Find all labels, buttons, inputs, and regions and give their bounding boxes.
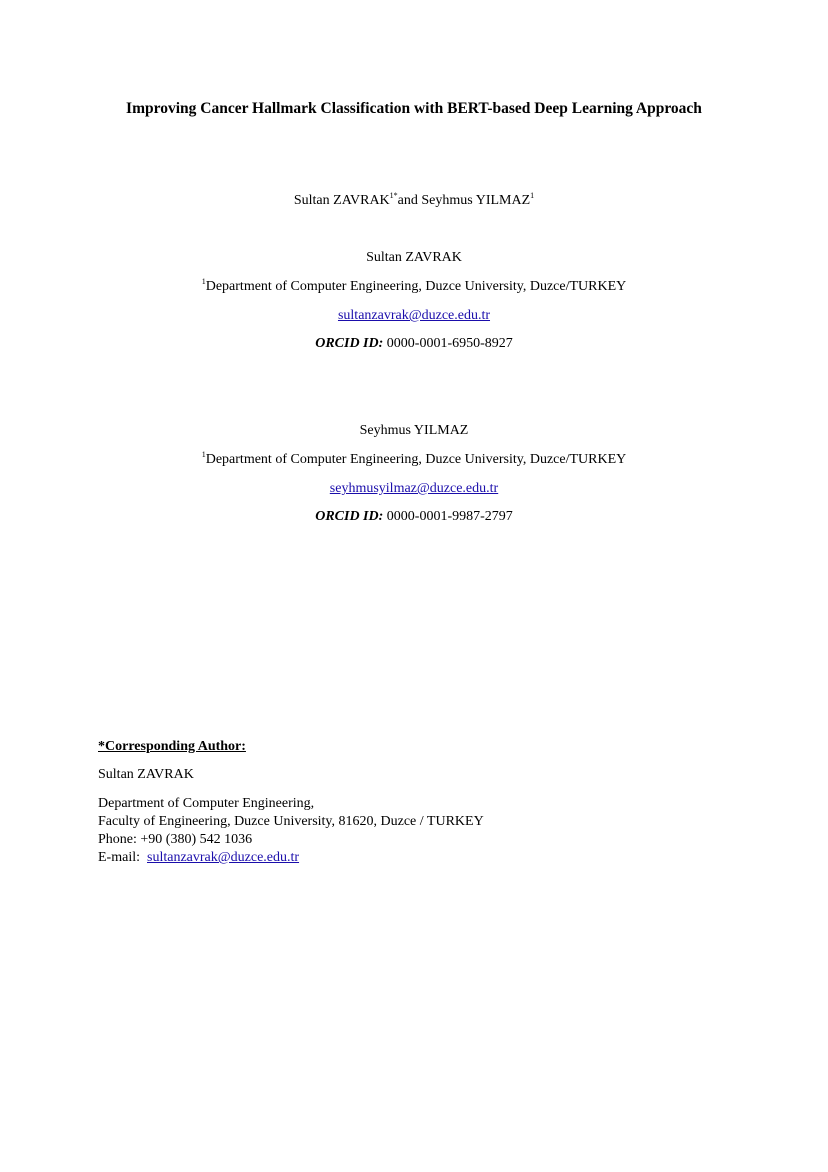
corresponding-email-label: E-mail: xyxy=(98,850,140,865)
corresponding-address-line-2: Faculty of Engineering, Duzce University, 81620, Duzce / TURKEY xyxy=(98,814,484,829)
author-2-superscript: 1 xyxy=(530,191,535,200)
corresponding-author-name: Sultan ZAVRAK xyxy=(98,767,194,782)
corresponding-author-heading: *Corresponding Author: xyxy=(98,739,246,754)
affiliation-2-email-link[interactable]: seyhmusyilmaz@duzce.edu.tr xyxy=(329,481,499,496)
author-connector: and Seyhmus YILMAZ xyxy=(397,193,531,208)
affiliation-1-email-row xyxy=(0,307,828,325)
corresponding-phone: Phone: +90 (380) 542 1036 xyxy=(98,832,253,847)
corresponding-address-line-1: Department of Computer Engineering, xyxy=(98,796,315,811)
paper-title: Improving Cancer Hallmark Classification with BERT-based Deep Learning Approach xyxy=(126,100,702,117)
corresponding-email-link[interactable]: sultanzavrak@duzce.edu.tr xyxy=(147,850,300,865)
affiliation-1-orcid xyxy=(0,335,828,353)
author-1-name: Sultan ZAVRAK xyxy=(293,193,390,208)
affiliation-2-name: Seyhmus YILMAZ xyxy=(359,423,469,438)
affiliation-1-superscript: 1 xyxy=(201,277,206,286)
affiliation-1-orcid-label: ORCID ID: xyxy=(315,336,384,351)
affiliation-2-superscript: 1 xyxy=(201,450,206,459)
affiliation-2-department-text: Department of Computer Engineering, Duzce University, Duzce/TURKEY xyxy=(205,452,627,467)
affiliation-1-department xyxy=(0,278,828,296)
affiliation-2-orcid xyxy=(0,508,828,526)
affiliation-1-orcid-value: 0000-0001-6950-8927 xyxy=(386,336,513,351)
affiliation-2-orcid-label: ORCID ID: xyxy=(315,509,384,524)
affiliation-2-email-row xyxy=(0,480,828,498)
authors-line xyxy=(0,192,828,210)
corresponding-email-row xyxy=(98,849,299,867)
affiliation-1-department-text: Department of Computer Engineering, Duzce University, Duzce/TURKEY xyxy=(205,279,627,294)
affiliation-1-name: Sultan ZAVRAK xyxy=(366,250,462,265)
author-1-superscript: 1* xyxy=(389,191,398,200)
affiliation-1-email-link[interactable]: sultanzavrak@duzce.edu.tr xyxy=(337,308,491,323)
affiliation-2-department xyxy=(0,451,828,469)
affiliation-2-orcid-value: 0000-0001-9987-2797 xyxy=(386,509,513,524)
